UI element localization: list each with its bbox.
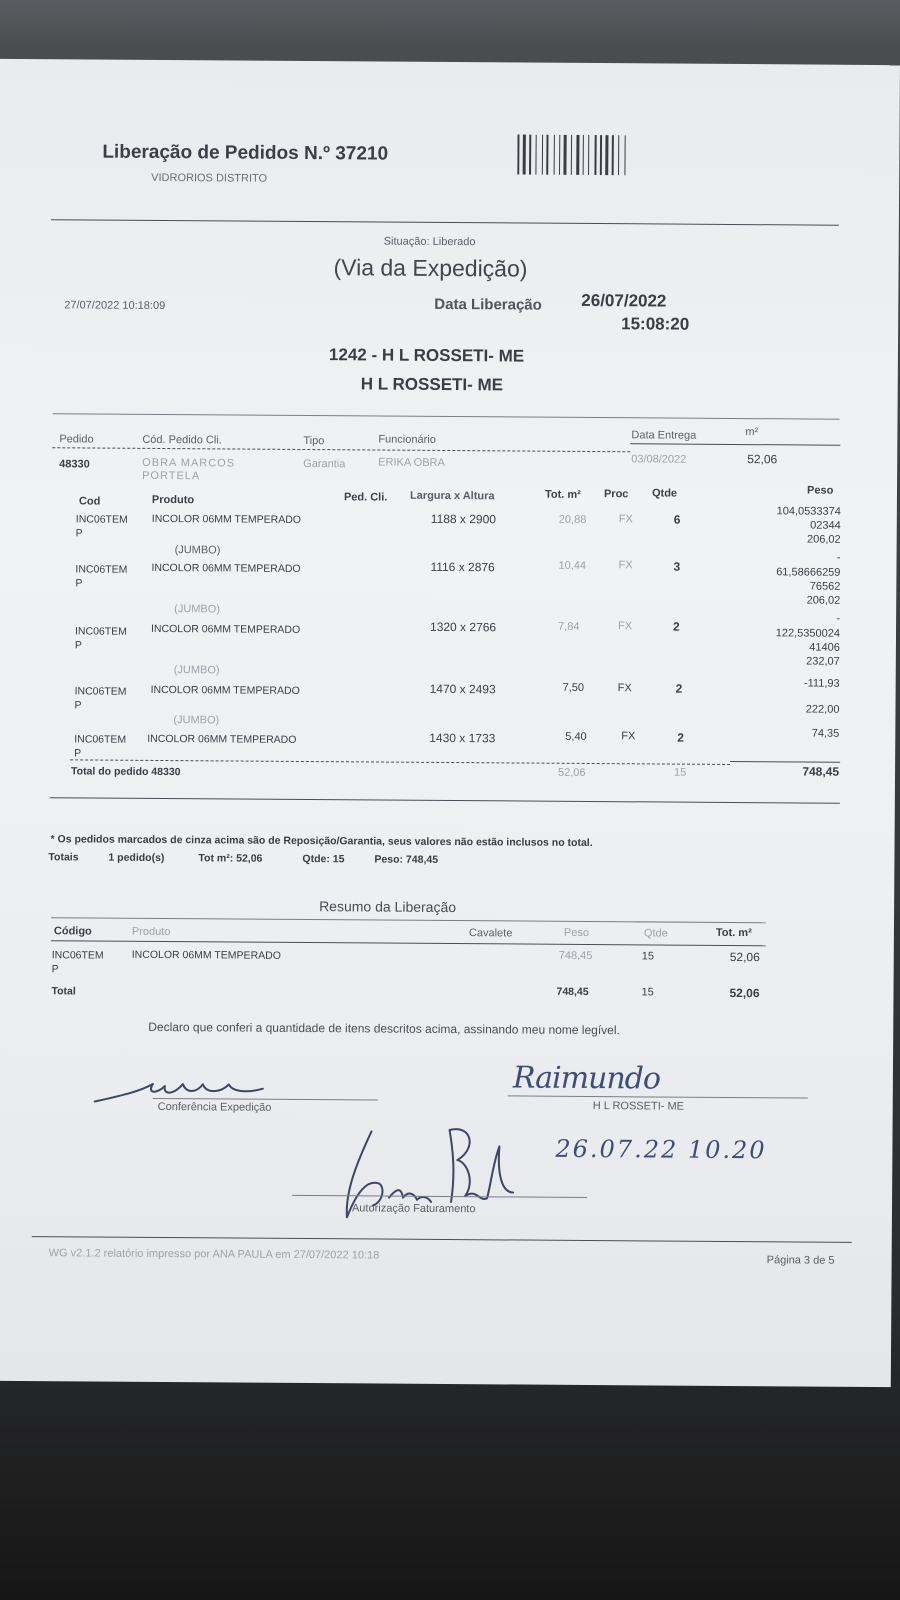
item-subnote: (JUMBO) [173,664,220,677]
order-m2: 52,06 [747,452,778,467]
footer-line [32,1236,852,1243]
item-cod-suffix: P [74,699,82,712]
item-cod: INC06TEM [74,685,127,698]
document-title: Liberação de Pedidos N.º 37210 [102,141,389,165]
item-cod-suffix: P [75,527,83,540]
item-peso-3: 76562 [809,580,841,593]
item-peso-2: 02344 [810,519,841,532]
item-cod: INC06TEM [74,733,127,746]
item-subnote: (JUMBO) [173,714,220,727]
totals-qtde: Qtde: 15 [302,852,345,866]
item-peso-1: - [836,551,841,564]
client-line-1: 1242 - H L ROSSETI- ME [328,345,525,366]
item-proc: FX [618,513,633,526]
item-qtde: 2 [673,619,680,634]
col-m2: m² [745,426,759,439]
summary-total-peso: 748,45 [556,985,589,998]
item-proc: FX [618,620,633,633]
order-total-label: Total do pedido 48330 [70,765,181,779]
summary-col-tot-m2: Tot. m² [715,926,752,940]
col-tipo: Tipo [303,434,325,448]
summary-tot-m2: 52,06 [729,949,760,965]
item-subnote: (JUMBO) [174,603,221,616]
declaration-text: Declaro que conferi a quantidade de itens descritos acima, assinando meu nome legível. [148,1019,620,1038]
signature-raimundo: Raimundo [512,1060,661,1097]
items-bottom-line [50,797,840,804]
handwritten-date: 26.07.22 10.20 [555,1134,767,1165]
order-employee: ERIKA OBRA [378,456,445,469]
header-divider [51,219,839,226]
order-client-code-1: OBRA MARCOS [142,456,236,470]
item-cod-suffix: P [74,639,82,652]
summary-total-label: Total [51,985,76,998]
item-produto: INCOLOR 06MM TEMPERADO [147,732,297,746]
summary-header-line [51,940,766,946]
item-qtde: 6 [673,512,681,527]
col-cod-pedido-cli: Cód. Pedido Cli. [142,433,222,447]
signature-label-right: H L ROSSETI- ME [592,1100,685,1113]
signature-line-right [508,1095,808,1098]
order-header-line-right [630,443,840,445]
items-col-peso: Peso [806,484,834,497]
item-cod-suffix: P [74,747,82,760]
col-pedido: Pedido [59,433,94,446]
item-cod: INC06TEM [75,563,128,576]
item-peso-4: 232,07 [806,655,840,668]
order-client-code-2: PORTELA [142,469,201,483]
item-proc: FX [621,730,636,743]
release-label: Data Liberação [434,295,542,314]
summary-title: Resumo da Liberação [319,898,457,916]
item-produto: INCOLOR 06MM TEMPERADO [150,622,301,636]
item-tot-m2: 7,84 [558,620,580,633]
item-proc: FX [617,682,632,695]
summary-col-codigo: Código [53,925,92,938]
via-label: (Via da Expedição) [333,254,528,282]
item-peso-1: - [836,612,841,625]
item-peso-1: 104,0533374 [776,505,841,518]
print-datetime: 27/07/2022 10:18:09 [64,299,166,313]
items-total-line [70,759,730,765]
item-peso-1: -111,93 [803,677,840,690]
summary-col-cavalete: Cavalete [468,927,513,940]
footer-printed-by: WG v2.1.2 relatório impresso por ANA PAULA em 27/07/2022 10:18 [48,1247,380,1262]
release-date: 26/07/2022 [581,290,667,311]
item-peso-1: 74,35 [811,727,840,740]
items-col-tot-m2: Tot. m² [544,488,581,501]
item-cod: INC06TEM [74,625,127,638]
signature-ana-paula [327,1121,538,1232]
item-cod-suffix: P [75,577,83,590]
signature-label-left: Conferência Expedição [157,1100,272,1114]
items-col-proc: Proc [603,488,629,501]
item-tot-m2: 10,44 [558,559,587,572]
item-dims: 1188 x 2900 [430,511,497,527]
items-col-cod: Cod [78,495,101,508]
item-peso-3: 206,02 [806,533,841,546]
totals-pedidos: 1 pedido(s) [108,851,165,865]
item-peso-2: 61,58666259 [776,566,841,579]
summary-produto: INCOLOR 06MM TEMPERADO [131,948,281,962]
items-col-qtde: Qtde [651,487,678,500]
item-produto: INCOLOR 06MM TEMPERADO [150,683,300,697]
items-col-produto: Produto [151,493,195,507]
item-dims: 1116 x 2876 [430,559,495,575]
summary-col-peso: Peso [563,926,590,939]
barcode [517,134,657,177]
item-subnote: (JUMBO) [174,544,221,557]
items-col-ped-cli: Ped. Cli. [343,491,388,504]
order-top-line [53,413,840,419]
item-tot-m2: 5,40 [565,730,587,743]
summary-cod: INC06TEM [51,949,104,962]
summary-col-qtde: Qtde [643,927,668,940]
company-name: VIDRORIOS DISTRITO [151,171,268,185]
item-peso-2: 122,5350024 [775,627,841,640]
order-total-peso: 748,45 [802,764,840,779]
item-cod: INC06TEM [75,513,128,526]
summary-col-produto: Produto [131,925,171,939]
totals-label: Totais [48,851,79,864]
order-header-line [52,447,630,452]
order-number: 48330 [59,458,90,471]
col-funcionario: Funcionário [378,433,436,446]
items-col-dims: Largura x Altura [409,489,495,503]
item-tot-m2: 7,50 [562,681,585,694]
item-peso-4: 206,02 [806,594,841,607]
item-dims: 1320 x 2766 [430,619,497,635]
item-dims: 1470 x 2493 [429,681,496,697]
item-produto: INCOLOR 06MM TEMPERADO [151,561,301,575]
item-produto: INCOLOR 06MM TEMPERADO [151,512,302,526]
col-data-entrega: Data Entrega [631,429,697,442]
order-total-qtde: 15 [674,766,687,779]
summary-qtde: 15 [641,950,655,963]
client-line-2: H L ROSSETI- ME [360,374,504,395]
summary-cod-suffix: P [51,963,59,976]
situation-label: Situação: Liberado [383,235,476,249]
item-peso-3: 41406 [809,641,840,654]
item-peso-3: 222,00 [805,703,840,716]
totals-m2: Tot m²: 52,06 [198,852,263,865]
footer-page-number: Página 3 de 5 [766,1254,835,1267]
item-qtde: 2 [675,681,683,696]
totals-peso: Peso: 748,45 [374,853,439,866]
item-proc: FX [618,559,633,572]
summary-total-m2: 52,06 [729,985,760,1001]
summary-total-qtde: 15 [641,986,654,999]
order-delivery-date: 03/08/2022 [631,453,687,466]
item-tot-m2: 20,88 [558,513,587,526]
document-page [0,59,900,1387]
release-time: 15:08:20 [621,314,690,334]
order-total-m2: 52,06 [557,766,586,779]
items-total-line-right [730,761,840,763]
summary-top-line [51,917,766,923]
signature-label-center: Autorização Faturamento [351,1202,476,1216]
summary-peso: 748,45 [558,949,593,963]
item-qtde: 3 [673,559,681,574]
replacement-note: * Os pedidos marcados de cinza acima são de Reposição/Garantia, seus valores não estão inclusos no total. [50,833,593,850]
item-qtde: 2 [677,730,685,745]
item-dims: 1430 x 1733 [429,730,496,746]
order-type: Garantia [303,457,346,471]
